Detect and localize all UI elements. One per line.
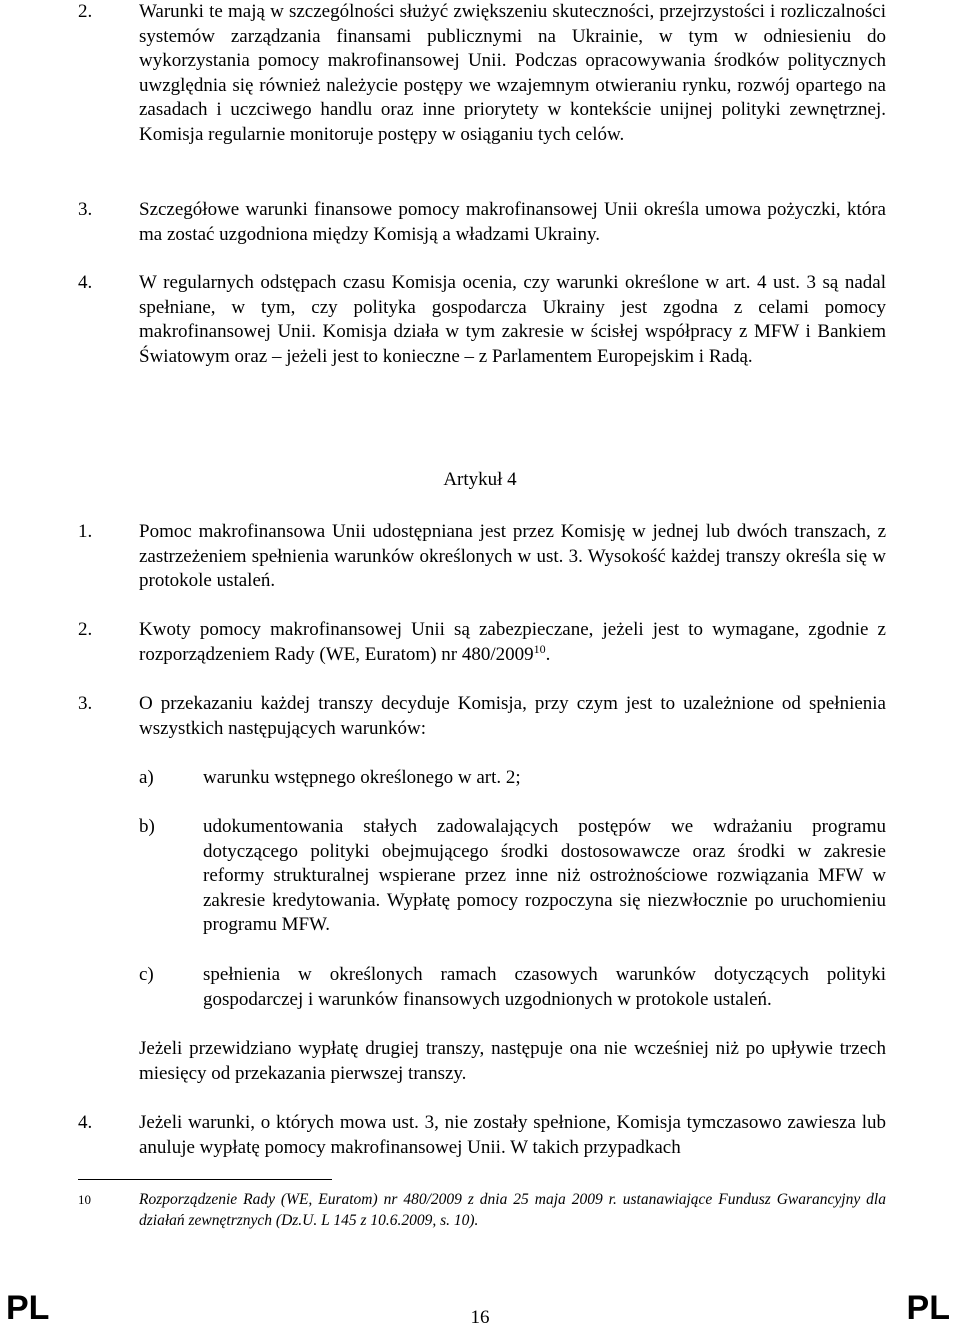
paragraph-text-main: Kwoty pomocy makrofinansowej Unii są zabezpieczane, jeżeli jest to wymagane, zgodnie z rozporządzeniem Rady (WE, Euratom) nr 480/2009 <box>139 619 886 665</box>
paragraph-3 <box>78 198 886 247</box>
paragraph-number: 3. <box>78 199 93 220</box>
second-tranche-paragraph: Jeżeli przewidziano wypłatę drugiej transzy, następuje ona nie wcześniej niż po upływie trzech miesięcy od przekazania pierwszej transzy. <box>139 1038 886 1084</box>
page-number: 16 <box>470 1307 490 1328</box>
condition-text: spełnienia w określonych ramach czasowych warunków dotyczących polityki gospodarczej i warunków finansowych uzgodnionych w protokole ustaleń. <box>203 964 886 1010</box>
footnote-reference: 10 <box>533 641 546 656</box>
footnote <box>78 1189 886 1231</box>
footnote-divider <box>78 1179 332 1180</box>
paragraph-number: 2. <box>78 619 93 640</box>
paragraph-4 <box>78 271 886 369</box>
footnote-number: 10 <box>78 1192 91 1207</box>
paragraph-number: 1. <box>78 521 93 542</box>
paragraph-number: 2. <box>78 1 93 22</box>
condition-text: udokumentowania stałych zadowalających postępów we wdrażaniu programu dotyczącego polityki obejmującego środki dostosowawcze oraz środki w zakresie reformy strukturalnej wspierane przez inne niż ostrożnościowe rozwiązania MFW w zakresie kredytowania. Wypłatę pomocy rozpoczyna się niezwłocznie po uruchomieniu programu MFW. <box>203 816 886 935</box>
article-paragraph-4 <box>78 1111 886 1160</box>
paragraph-number: 4. <box>78 1112 93 1133</box>
footnote-text: Rozporządzenie Rady (WE, Euratom) nr 480/2009 z dnia 25 maja 2009 r. ustanawiające Fundusz Gwarancyjny dla działań zewnętrznych (Dz.U. L 145 z 10.6.2009, s. 10). <box>139 1191 886 1229</box>
paragraph-text: Warunki te mają w szczególności służyć zwiększeniu skuteczności, przejrzystości i rozliczalności systemów zarządzania finansami publicznymi na Ukrainie, w tym w odniesieniu do wykorzystania pomocy makrofinansowej Unii. Podczas opracowywania środków politycznych uwzględnia się również należycie postępy we wzajemnym otwieraniu rynku, rozwój opartego na zasadach i uczciwego handlu oraz inne priorytety w kontekście unijnej polityki zewnętrznej. Komisja regularnie monitoruje postępy w osiąganiu tych celów. <box>139 1 886 145</box>
paragraph-text <box>139 618 886 667</box>
article-paragraph-3 <box>78 692 886 741</box>
condition-item-a <box>139 766 886 791</box>
paragraph-text: Pomoc makrofinansowa Unii udostępniana jest przez Komisję w jednej lub dwóch transzach, z zastrzeżeniem spełnienia warunków określonych w ust. 3. Wysokość każdej transzy określa się w protokole ustaleń. <box>139 521 886 591</box>
condition-item-c <box>139 963 886 1012</box>
paragraph-text-end: . <box>545 643 551 665</box>
paragraph-number: 3. <box>78 693 93 714</box>
article-paragraph-1 <box>78 520 886 594</box>
paragraph-text: O przekazaniu każdej transzy decyduje Komisja, przy czym jest to uzależnione od spełnienia wszystkich następujących warunków: <box>139 693 886 739</box>
footer-language-right: PL <box>906 1289 950 1327</box>
condition-label: a) <box>139 767 154 788</box>
paragraph-text: Szczegółowe warunki finansowe pomocy makrofinansowej Unii określa umowa pożyczki, która ma zostać uzgodniona między Komisją a władzami Ukrainy. <box>139 199 886 245</box>
condition-text: warunku wstępnego określonego w art. 2; <box>203 767 521 788</box>
condition-label: b) <box>139 816 155 837</box>
condition-label: c) <box>139 964 154 985</box>
paragraph-text: W regularnych odstępach czasu Komisja ocenia, czy warunki określone w art. 4 ust. 3 są nadal spełniane, w tym, czy polityka gospodarcza Ukrainy jest zgodna z celami pomocy makrofinansowej Unii. Komisja działa w tym zakresie w ścisłej współpracy z MFW i Bankiem Światowym oraz – jeżeli jest to konieczne – z Parlamentem Europejskim i Radą. <box>139 272 886 367</box>
article-heading: Artykuł 4 <box>443 469 517 490</box>
paragraph-number: 4. <box>78 272 93 293</box>
paragraph-text: Jeżeli warunki, o których mowa ust. 3, nie zostały spełnione, Komisja tymczasowo zawiesza lub anuluje wypłatę pomocy makrofinansowej Unii. W takich przypadkach <box>139 1112 886 1158</box>
footer-language-left: PL <box>6 1289 50 1327</box>
condition-item-b <box>139 815 886 938</box>
article-paragraph-2 <box>78 618 886 667</box>
paragraph-2 <box>78 0 886 147</box>
